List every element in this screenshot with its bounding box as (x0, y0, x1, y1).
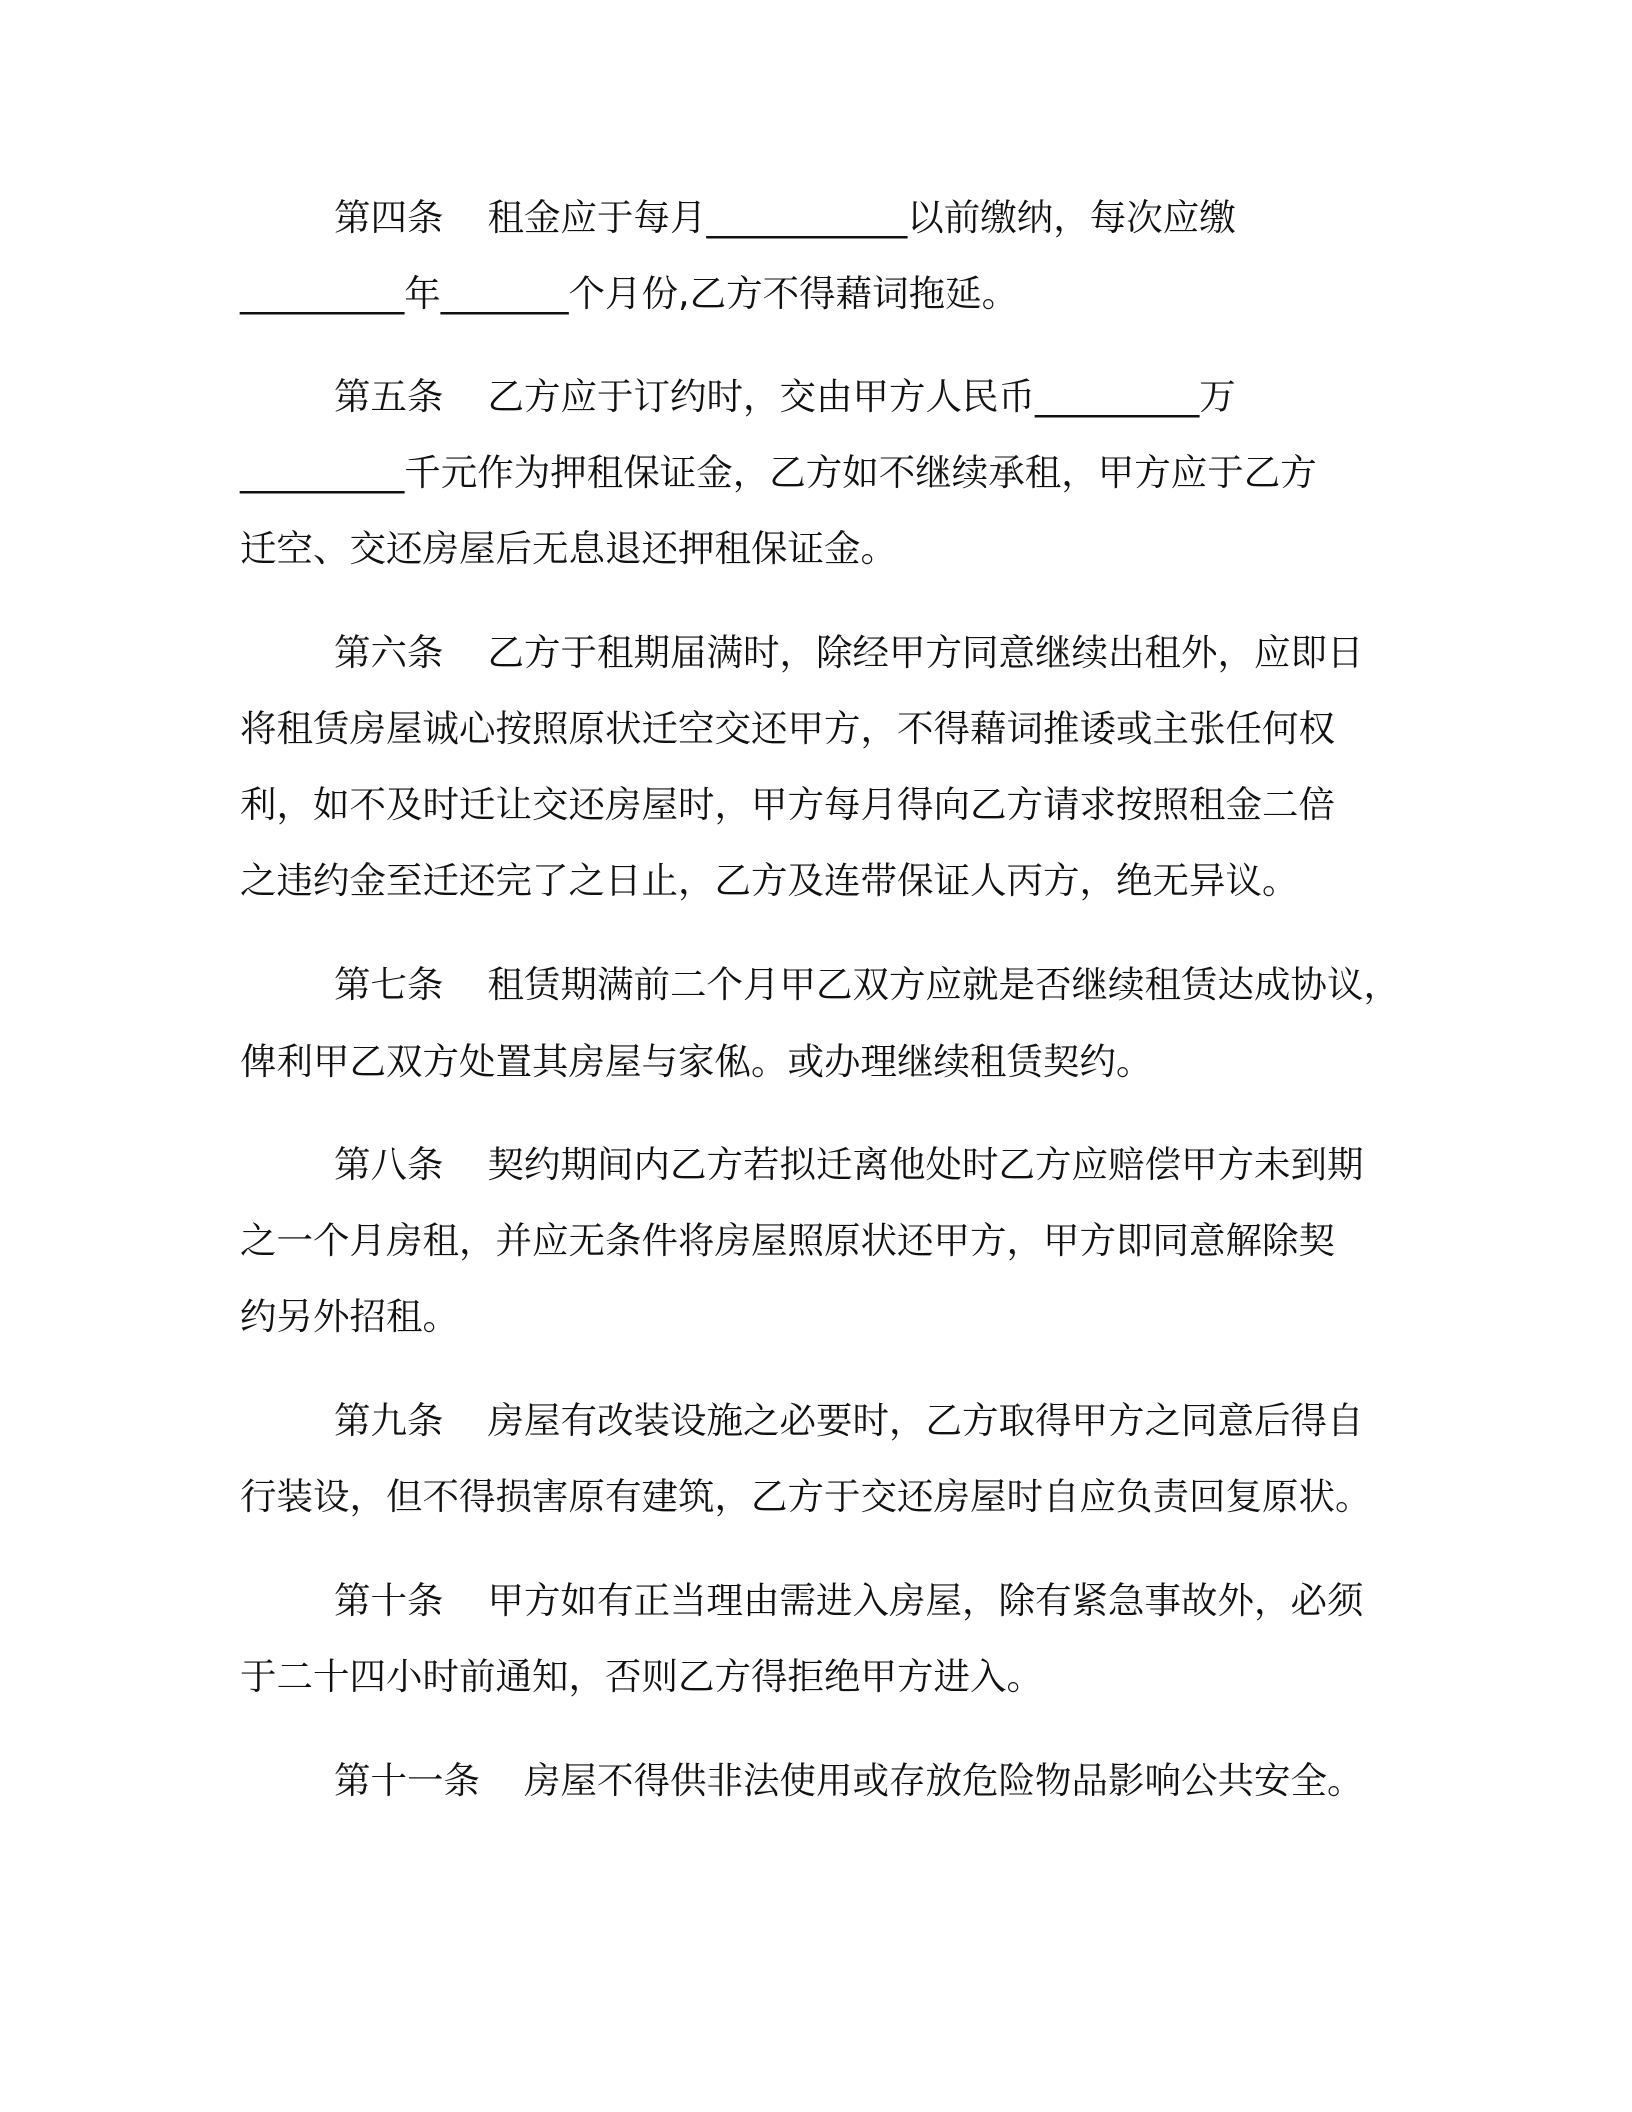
article-6-line-1 (334, 629, 1514, 677)
article-9-line-2: 行装设，但不得损害原有建筑，乙方于交还房屋时自应负责回复原状。 (240, 1475, 1372, 1518)
article-4-line-1 (334, 194, 1514, 242)
article-5-line-2: _________千元作为押租保证金，乙方如不继续承租，甲方应于乙方 (240, 451, 1317, 494)
article-heading: 第八条 (334, 1143, 444, 1186)
article-heading: 第十一条 (334, 1759, 480, 1802)
article-text: 甲方如有正当理由需进入房屋，除有紧急事故外，必须 (487, 1579, 1364, 1622)
article-8-line-3: 约另外招租。 (240, 1295, 459, 1338)
article-text: 房屋不得供非法使用或存放危险物品影响公共安全。 (524, 1759, 1364, 1802)
article-10-line-2: 于二十四小时前通知，否则乙方得拒绝甲方进入。 (240, 1655, 1043, 1698)
article-heading: 第五条 (334, 375, 444, 418)
article-6-line-3: 利，如不及时迁让交还房屋时，甲方每月得向乙方请求按照租金二倍 (240, 783, 1335, 826)
article-5-line-1 (334, 373, 1514, 421)
article-5-line-3: 迁空、交还房屋后无息退还押租保证金。 (240, 527, 897, 570)
article-6-line-2: 将租赁房屋诚心按照原状迁空交还甲方，不得藉词推诿或主张任何权 (240, 707, 1335, 750)
article-text: 契约期间内乙方若拟迁离他处时乙方应赔偿甲方未到期 (487, 1143, 1364, 1186)
article-9-line-1 (334, 1397, 1514, 1445)
article-7-line-2: 俾利甲乙双方处置其房屋与家俬。或办理继续租赁契约。 (240, 1040, 1153, 1083)
article-text: 租赁期满前二个月甲乙双方应就是否继续租赁达成协议， (487, 963, 1400, 1006)
article-8-line-1 (334, 1141, 1514, 1189)
article-4-line-2: _________年_______个月份,乙方不得藉词拖延。 (240, 272, 1019, 315)
article-11-line-1 (334, 1757, 1514, 1805)
article-6-line-4: 之违约金至迁还完了之日止，乙方及连带保证人丙方，绝无异议。 (240, 859, 1299, 902)
article-text: 乙方于租期届满时，除经甲方同意继续出租外，应即日 (487, 631, 1364, 674)
article-7-line-1 (334, 961, 1514, 1009)
article-text: 房屋有改装设施之必要时，乙方取得甲方之同意后得自 (487, 1399, 1364, 1442)
article-text: 乙方应于订约时，交由甲方人民币_________万 (487, 375, 1236, 418)
article-text: 租金应于每月___________以前缴纳，每次应缴 (487, 196, 1236, 239)
article-heading: 第九条 (334, 1399, 444, 1442)
article-heading: 第十条 (334, 1579, 444, 1622)
article-heading: 第四条 (334, 196, 444, 239)
article-heading: 第六条 (334, 631, 444, 674)
article-heading: 第七条 (334, 963, 444, 1006)
article-8-line-2: 之一个月房租，并应无条件将房屋照原状还甲方，甲方即同意解除契 (240, 1219, 1335, 1262)
article-10-line-1 (334, 1577, 1514, 1625)
